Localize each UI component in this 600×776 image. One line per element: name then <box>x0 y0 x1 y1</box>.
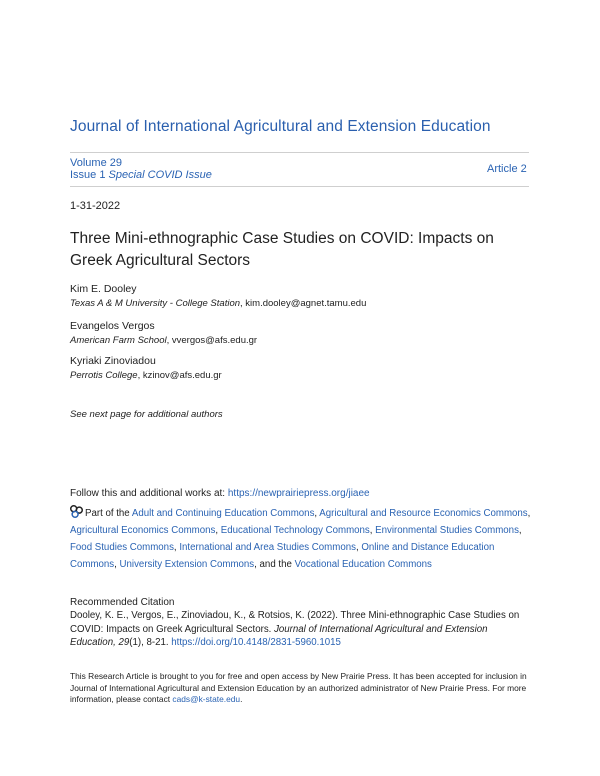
contact-email-link[interactable]: cads@k-state.edu <box>172 694 241 704</box>
notice-end: . <box>240 694 243 704</box>
bottom-divider <box>70 186 529 187</box>
commons-link[interactable]: Agricultural and Resource Economics Commons <box>319 508 528 519</box>
commons-prefix: Part of the <box>85 508 132 519</box>
commons-list: Part of the Adult and Continuing Education Commons, Agricultural and Resource Economics Commons, Agricultural Economics Commons, Educational Technology Commons, Environmental Studies Commons, Food Studies Commons, International and Area Studies Commons, Online and Distance Education Commons, University Extension Commons, and the Vocational Education Commons <box>70 505 532 573</box>
volume-link[interactable]: Volume 29 <box>70 157 122 169</box>
issue-line[interactable] <box>70 169 212 181</box>
citation-body <box>70 609 535 650</box>
article-title: Three Mini-ethnographic Case Studies on COVID: Impacts on Greek Agricultural Sectors <box>70 230 494 269</box>
commons-link[interactable]: Educational Technology Commons <box>220 525 370 536</box>
commons-link[interactable]: Food Studies Commons <box>70 542 174 553</box>
follow-text: Follow this and additional works at: <box>70 488 228 499</box>
see-next-page-note: See next page for additional authors <box>70 409 223 420</box>
doi-link[interactable]: https://doi.org/10.4148/2831-5960.1015 <box>171 637 341 648</box>
author-affiliation <box>70 335 257 346</box>
issue-name[interactable]: Special COVID Issue <box>108 169 212 181</box>
citation-journal: Journal of International Agricultural and Extension Education, 29 <box>70 623 488 648</box>
bepress-commons-icon <box>70 505 83 518</box>
commons-link[interactable]: Adult and Continuing Education Commons <box>131 508 315 519</box>
author-name: Evangelos Vergos <box>70 320 155 332</box>
publication-date: 1-31-2022 <box>70 200 121 212</box>
commons-link[interactable]: Agricultural Economics Commons <box>70 525 216 536</box>
repository-url-link[interactable]: https://newprairiepress.org/jiaee <box>227 488 370 499</box>
top-divider <box>70 152 529 153</box>
author-name: Kim E. Dooley <box>70 283 137 295</box>
notice-text: This Research Article is brought to you for free and open access by New Prairie Press. It has been accepted for inclusion in Journal of International Agricultural and Extension Education by an authorized administrator of New Prairie Press. For more information, please contact <box>70 671 527 704</box>
journal-title[interactable]: Journal of International Agricultural and Extension Education <box>70 118 491 135</box>
author-email: , kzinov@afs.edu.gr <box>137 370 222 381</box>
affiliation-text: Perrotis College <box>70 370 138 381</box>
author-email: , kim.dooley@agnet.tamu.edu <box>240 298 367 309</box>
citation-issue-pages: (1), 8-21. <box>129 637 172 648</box>
citation-text: Dooley, K. E., Vergos, E., Zinoviadou, K., & Rotsios, K. (2022). Three Mini-ethnographic Case Studies on COVID: Impacts on Greek Agricultural Sectors. <box>70 610 520 635</box>
author-email: , vvergos@afs.edu.gr <box>166 335 258 346</box>
commons-link[interactable]: International and Area Studies Commons <box>179 542 356 553</box>
author-affiliation <box>70 370 222 381</box>
commons-link[interactable]: University Extension Commons <box>119 559 255 570</box>
commons-link[interactable]: Online and Distance Education Commons <box>70 542 495 570</box>
affiliation-text: American Farm School <box>70 335 167 346</box>
commons-link[interactable]: Environmental Studies Commons <box>375 525 519 536</box>
issue-number[interactable]: Issue 1 <box>70 169 106 181</box>
follow-line <box>70 488 370 499</box>
access-notice <box>70 671 535 706</box>
author-block-3 <box>70 355 222 381</box>
author-block-2 <box>70 320 257 346</box>
commons-and-the: , and the <box>254 559 295 570</box>
author-affiliation <box>70 298 366 309</box>
citation-heading: Recommended Citation <box>70 597 175 608</box>
author-block-1 <box>70 283 366 309</box>
article-link[interactable]: Article 2 <box>487 163 527 175</box>
author-name: Kyriaki Zinoviadou <box>70 355 156 367</box>
commons-link[interactable]: Vocational Education Commons <box>294 559 432 570</box>
affiliation-text: Texas A & M University - College Station <box>70 298 241 309</box>
